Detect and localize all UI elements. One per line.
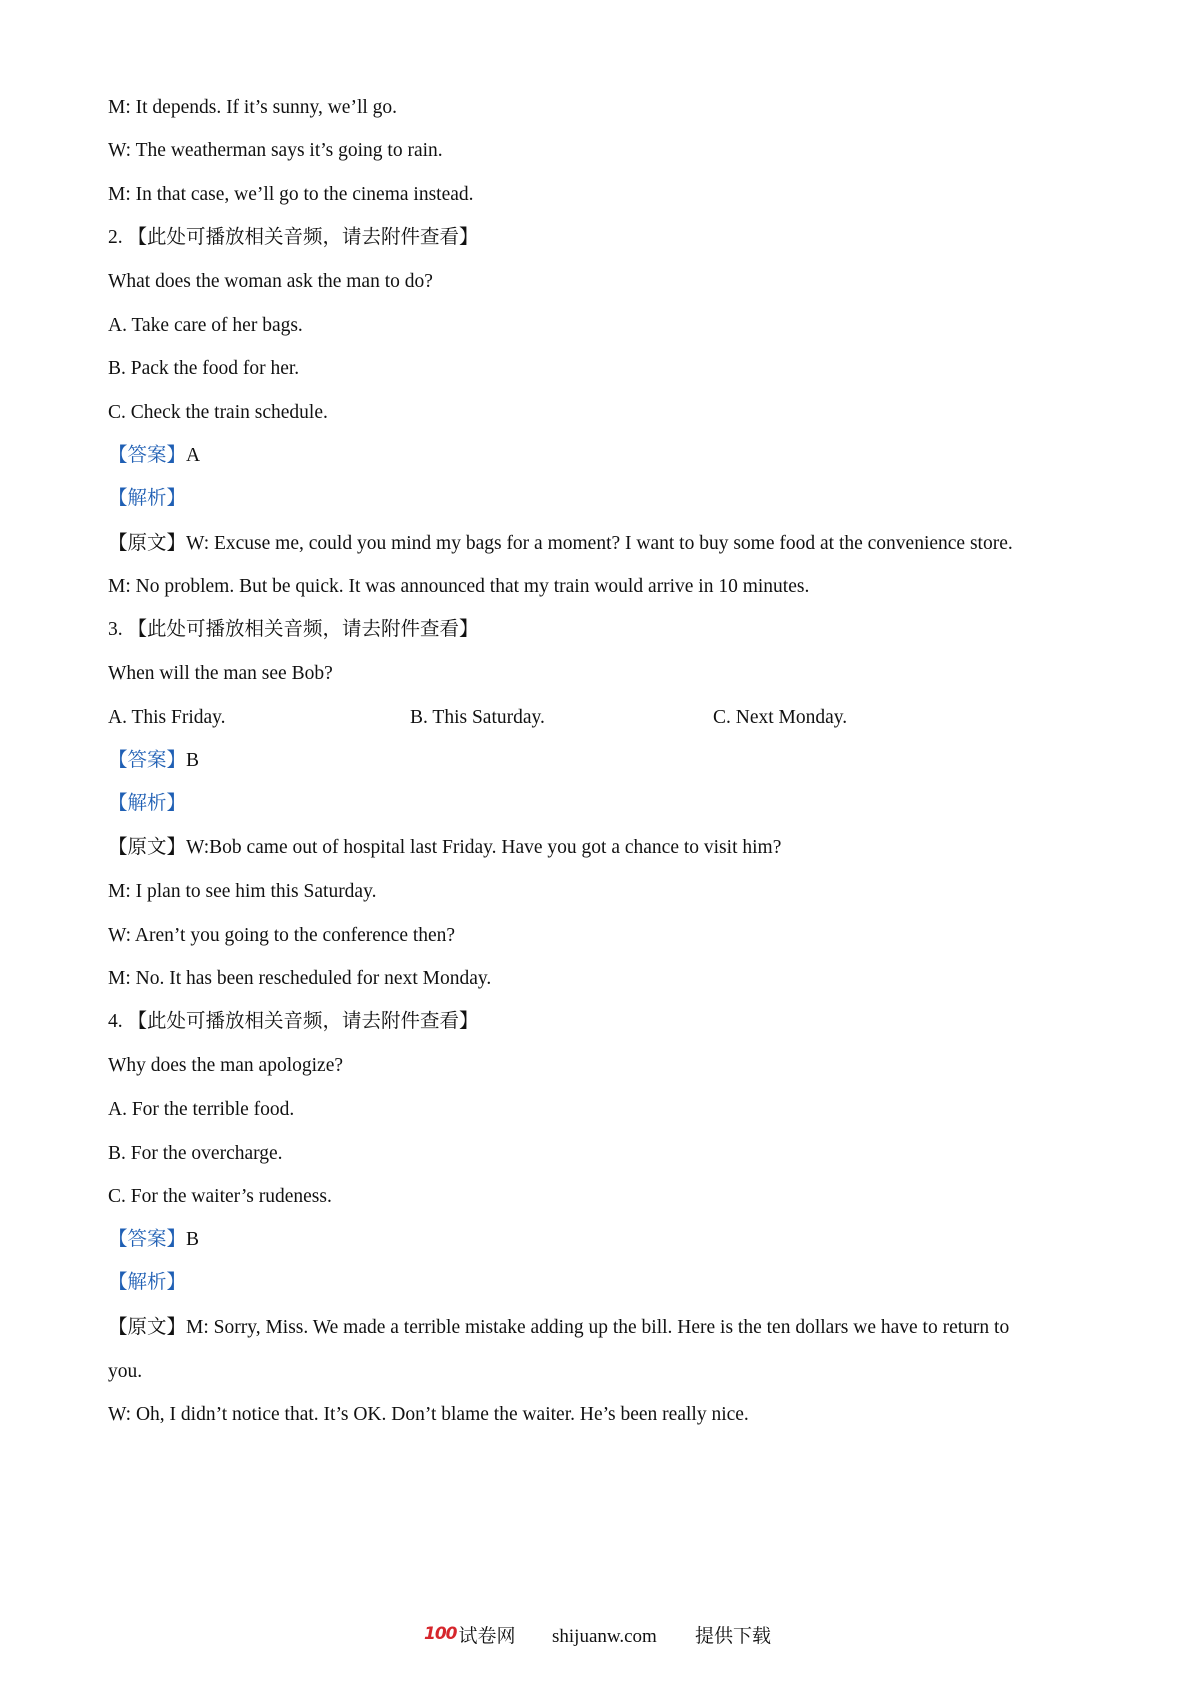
page-footer <box>0 1622 1191 1652</box>
q4-option-b: B. For the overcharge. <box>108 1143 283 1164</box>
q3-analysis <box>108 792 186 816</box>
q4-option-a: A. For the terrible food. <box>108 1099 295 1120</box>
original-text: W:Bob came out of hospital last Friday. Have you got a chance to visit him? <box>186 837 782 858</box>
q2-question: What does the woman ask the man to do? <box>108 271 433 292</box>
q2-answer <box>108 444 200 468</box>
transcript-line: W: The weatherman says it’s going to rain. <box>108 140 443 161</box>
q4-question: Why does the man apologize? <box>108 1055 343 1076</box>
original-tag: 【原文】 <box>108 1317 187 1338</box>
q3-option-a: A. This Friday. <box>108 707 226 728</box>
q4-analysis <box>108 1271 186 1295</box>
answer-value: B <box>186 750 200 771</box>
original-text: W: Excuse me, could you mind my bags for a moment? I want to buy some food at the convenience store. <box>186 533 1013 554</box>
q3-answer <box>108 749 199 773</box>
analysis-tag: 【解析】 <box>108 1272 187 1293</box>
q2-option-b: B. Pack the food for her. <box>108 358 300 379</box>
q2-analysis <box>108 487 186 511</box>
original-text: M: Sorry, Miss. We made a terrible mistake adding up the bill. Here is the ten dollars we have to return to <box>186 1317 1010 1338</box>
q3-original-3: W: Aren’t you going to the conference then? <box>108 925 456 946</box>
site-logo <box>424 1622 516 1652</box>
q4-original-2: W: Oh, I didn’t notice that. It’s OK. Don’t blame the waiter. He’s been really nice. <box>108 1404 749 1425</box>
q3-option-c: C. Next Monday. <box>713 707 848 728</box>
q4-original-1b: you. <box>108 1361 143 1382</box>
q2-original-1 <box>108 532 1013 556</box>
footer-provide-text: 提供下载 <box>695 1626 772 1647</box>
transcript-line: M: It depends. If it’s sunny, we’ll go. <box>108 97 398 118</box>
q2-original-2: M: No problem. But be quick. It was announced that my train would arrive in 10 minutes. <box>108 576 810 597</box>
q3-original-4: M: No. It has been rescheduled for next Monday. <box>108 968 492 989</box>
q2-header: 2. 【此处可播放相关音频，请去附件查看】 <box>108 227 479 248</box>
q3-question: When will the man see Bob? <box>108 663 333 684</box>
q4-answer <box>108 1228 199 1252</box>
original-tag: 【原文】 <box>108 533 187 554</box>
q3-option-b: B. This Saturday. <box>410 707 545 728</box>
transcript-line: M: In that case, we’ll go to the cinema instead. <box>108 184 474 205</box>
q4-option-c: C. For the waiter’s rudeness. <box>108 1186 332 1207</box>
answer-tag: 【答案】 <box>108 445 187 466</box>
q3-original-2: M: I plan to see him this Saturday. <box>108 881 377 902</box>
q4-original-1 <box>108 1316 1009 1340</box>
answer-value: B <box>186 1229 200 1250</box>
analysis-tag: 【解析】 <box>108 793 187 814</box>
footer-site-url: shijuanw.com <box>552 1626 657 1647</box>
answer-tag: 【答案】 <box>108 750 187 771</box>
answer-tag: 【答案】 <box>108 1229 187 1250</box>
analysis-tag: 【解析】 <box>108 488 187 509</box>
original-tag: 【原文】 <box>108 837 187 858</box>
logo-name: 试卷网 <box>458 1626 516 1647</box>
q2-option-a: A. Take care of her bags. <box>108 315 303 336</box>
q3-header: 3. 【此处可播放相关音频，请去附件查看】 <box>108 619 479 640</box>
q3-original-1 <box>108 836 781 860</box>
logo-number: 100 <box>424 1624 457 1644</box>
q4-header: 4. 【此处可播放相关音频，请去附件查看】 <box>108 1011 479 1032</box>
answer-value: A <box>186 445 201 466</box>
q2-option-c: C. Check the train schedule. <box>108 402 328 423</box>
